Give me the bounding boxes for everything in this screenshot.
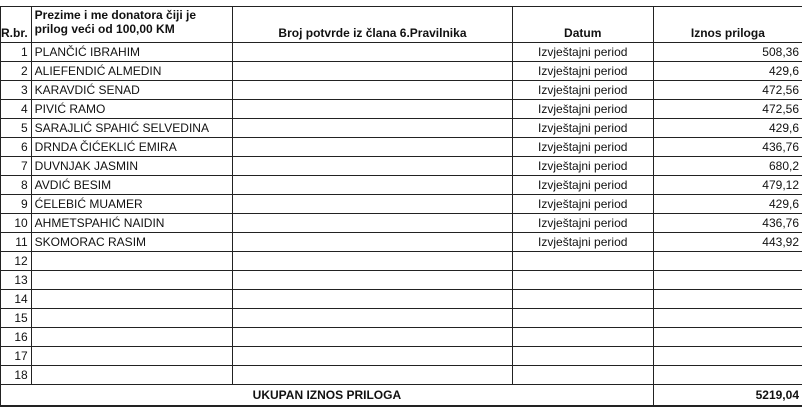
donor-name-cell: PIVIĆ RAMO xyxy=(31,100,233,119)
row-number: 7 xyxy=(1,157,32,176)
donor-name-cell: ALIEFENDIĆ ALMEDIN xyxy=(31,62,233,81)
date-cell: Izvještajni period xyxy=(512,119,653,138)
table-row xyxy=(1,138,802,157)
donor-name-cell: SARAJLIĆ SPAHIĆ SELVEDINA xyxy=(31,119,233,138)
table-row xyxy=(1,271,802,290)
amount-cell: 436,76 xyxy=(653,138,802,157)
date-cell xyxy=(512,366,653,385)
donor-name-cell xyxy=(31,328,233,347)
table-row xyxy=(1,309,802,328)
row-number: 11 xyxy=(1,233,32,252)
confirmation-number-cell xyxy=(233,119,512,138)
confirmation-number-cell xyxy=(233,157,512,176)
table-row xyxy=(1,62,802,81)
table-row xyxy=(1,100,802,119)
date-cell: Izvještajni period xyxy=(512,157,653,176)
table-row xyxy=(1,328,802,347)
confirmation-number-cell xyxy=(233,195,512,214)
table-row xyxy=(1,214,802,233)
confirmation-number-cell xyxy=(233,138,512,157)
donor-name-cell: DRNDA ČIĆEKLIĆ EMIRA xyxy=(31,138,233,157)
table-row xyxy=(1,195,802,214)
donor-name-cell: AHMETSPAHIĆ NAIDIN xyxy=(31,214,233,233)
header-date: Datum xyxy=(512,7,653,43)
row-number: 10 xyxy=(1,214,32,233)
confirmation-number-cell xyxy=(233,43,512,62)
donor-name-cell: PLANČIĆ IBRAHIM xyxy=(31,43,233,62)
amount-cell: 479,12 xyxy=(653,176,802,195)
amount-cell: 680,2 xyxy=(653,157,802,176)
amount-cell xyxy=(653,366,802,385)
date-cell xyxy=(512,347,653,366)
donor-name-cell: DUVNJAK JASMIN xyxy=(31,157,233,176)
confirmation-number-cell xyxy=(233,176,512,195)
amount-cell: 472,56 xyxy=(653,100,802,119)
date-cell: Izvještajni period xyxy=(512,43,653,62)
donor-name-cell xyxy=(31,366,233,385)
confirmation-number-cell xyxy=(233,62,512,81)
date-cell: Izvještajni period xyxy=(512,138,653,157)
row-number: 14 xyxy=(1,290,32,309)
confirmation-number-cell xyxy=(233,100,512,119)
table-row xyxy=(1,43,802,62)
date-cell: Izvještajni period xyxy=(512,81,653,100)
date-cell: Izvještajni period xyxy=(512,62,653,81)
date-cell: Izvještajni period xyxy=(512,195,653,214)
amount-cell: 429,6 xyxy=(653,62,802,81)
date-cell: Izvještajni period xyxy=(512,233,653,252)
row-number: 13 xyxy=(1,271,32,290)
row-number: 4 xyxy=(1,100,32,119)
donor-name-cell: AVDIĆ BESIM xyxy=(31,176,233,195)
amount-cell xyxy=(653,252,802,271)
row-number: 12 xyxy=(1,252,32,271)
confirmation-number-cell xyxy=(233,81,512,100)
donor-name-cell xyxy=(31,271,233,290)
table-row xyxy=(1,252,802,271)
date-cell: Izvještajni period xyxy=(512,100,653,119)
confirmation-number-cell xyxy=(233,328,512,347)
table-row xyxy=(1,119,802,138)
table-row xyxy=(1,347,802,366)
amount-cell: 429,6 xyxy=(653,195,802,214)
donor-name-cell: KARAVDIĆ SENAD xyxy=(31,81,233,100)
table-row xyxy=(1,366,802,385)
header-amount: Iznos priloga xyxy=(653,7,802,43)
amount-cell: 508,36 xyxy=(653,43,802,62)
amount-cell: 436,76 xyxy=(653,214,802,233)
header-rbr: R.br. xyxy=(1,7,32,43)
date-cell xyxy=(512,252,653,271)
row-number: 5 xyxy=(1,119,32,138)
row-number: 2 xyxy=(1,62,32,81)
date-cell xyxy=(512,290,653,309)
table-row xyxy=(1,81,802,100)
total-label: UKUPAN IZNOS PRILOGA xyxy=(1,385,654,407)
confirmation-number-cell xyxy=(233,366,512,385)
date-cell: Izvještajni period xyxy=(512,176,653,195)
amount-cell xyxy=(653,347,802,366)
amount-cell: 443,92 xyxy=(653,233,802,252)
confirmation-number-cell xyxy=(233,309,512,328)
header-donor-name: Prezime i me donatora čiji je prilog veći od 100,00 KM xyxy=(31,7,233,43)
donor-name-cell: SKOMORAC RASIM xyxy=(31,233,233,252)
confirmation-number-cell xyxy=(233,233,512,252)
amount-cell: 472,56 xyxy=(653,81,802,100)
confirmation-number-cell xyxy=(233,271,512,290)
amount-cell xyxy=(653,271,802,290)
table-row xyxy=(1,233,802,252)
row-number: 15 xyxy=(1,309,32,328)
table-row xyxy=(1,290,802,309)
row-number: 6 xyxy=(1,138,32,157)
donor-name-cell xyxy=(31,290,233,309)
table-row xyxy=(1,157,802,176)
amount-cell xyxy=(653,290,802,309)
row-number: 9 xyxy=(1,195,32,214)
row-number: 18 xyxy=(1,366,32,385)
date-cell xyxy=(512,309,653,328)
donor-table xyxy=(0,6,802,407)
row-number: 8 xyxy=(1,176,32,195)
donor-name-cell xyxy=(31,347,233,366)
row-number: 17 xyxy=(1,347,32,366)
amount-cell xyxy=(653,309,802,328)
row-number: 16 xyxy=(1,328,32,347)
header-row xyxy=(1,7,802,43)
donor-name-cell xyxy=(31,252,233,271)
confirmation-number-cell xyxy=(233,252,512,271)
table-row xyxy=(1,176,802,195)
date-cell xyxy=(512,271,653,290)
date-cell: Izvještajni period xyxy=(512,214,653,233)
amount-cell: 429,6 xyxy=(653,119,802,138)
date-cell xyxy=(512,328,653,347)
donor-name-cell: ĆELEBIĆ MUAMER xyxy=(31,195,233,214)
donor-name-cell xyxy=(31,309,233,328)
total-row xyxy=(1,385,802,407)
confirmation-number-cell xyxy=(233,214,512,233)
header-confirmation-number: Broj potvrde iz člana 6.Pravilnika xyxy=(233,7,512,43)
row-number: 3 xyxy=(1,81,32,100)
confirmation-number-cell xyxy=(233,347,512,366)
amount-cell xyxy=(653,328,802,347)
confirmation-number-cell xyxy=(233,290,512,309)
total-amount: 5219,04 xyxy=(653,385,802,407)
row-number: 1 xyxy=(1,43,32,62)
